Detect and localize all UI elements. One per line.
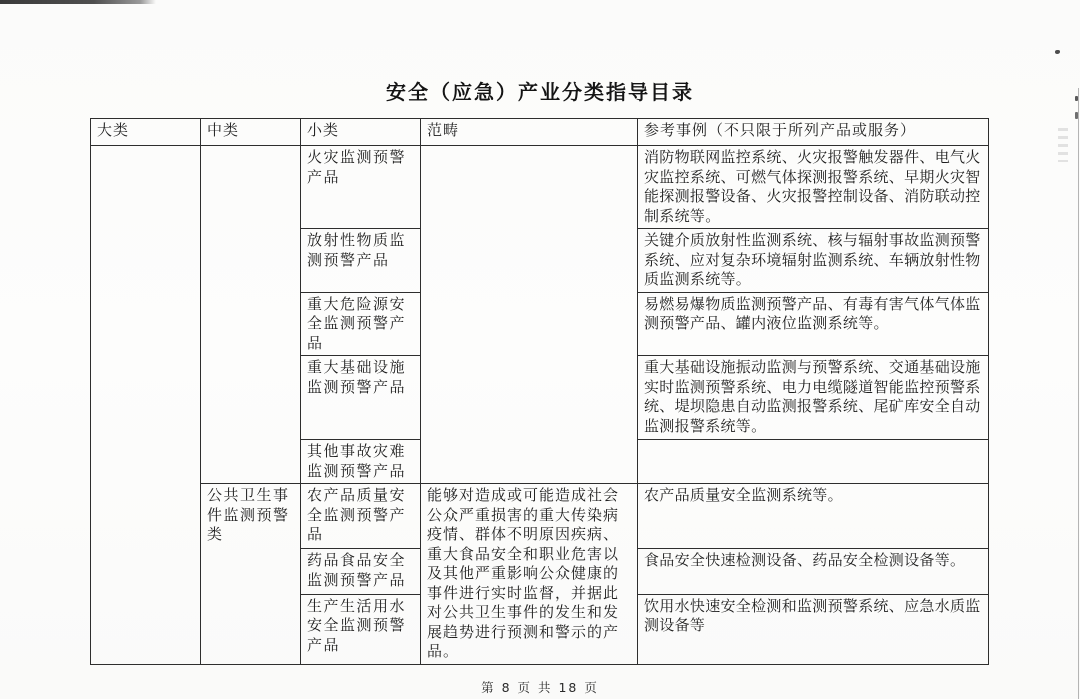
cell-subcategory: 火灾监测预警产品 [301, 146, 421, 229]
cell-subcategory: 放射性物质监测预警产品 [301, 229, 421, 293]
scan-artifact-smudge [1058, 128, 1068, 162]
cell-subcategory: 药品食品安全监测预警产品 [301, 549, 421, 594]
cell-examples: 消防物联网监控系统、火灾报警触发器件、电气火灾监控系统、可燃气体探测报警系统、早期火灾智能探测报警设备、火灾报警控制设备、消防联动控制系统等。 [638, 146, 989, 229]
cell-subcategory: 其他事故灾难监测预警产品 [301, 440, 421, 484]
cell-examples: 食品安全快速检测设备、药品安全检测设备等。 [638, 549, 989, 594]
cell-examples: 饮用水快速安全检测和监测预警系统、应急水质监测设备等 [638, 594, 989, 664]
cell-examples [638, 440, 989, 484]
header-middle-category: 中类 [201, 119, 301, 146]
cell-middle-category: 公共卫生事件监测预警类 [201, 484, 301, 665]
cell-major-category [91, 146, 201, 665]
scan-artifact-speck [1055, 50, 1060, 54]
cell-subcategory: 农产品质量安全监测预警产品 [301, 484, 421, 549]
table-row [91, 146, 989, 229]
header-sub-category: 小类 [301, 119, 421, 146]
classification-table [90, 118, 989, 665]
cell-scope [421, 146, 638, 484]
cell-scope: 能够对造成或可能造成社会公众严重损害的重大传染病疫情、群体不明原因疾病、重大食品安全和职业危害以及其他严重影响公众健康的事件进行实时监督，并据此对公共卫生事件的发生和发展趋势进行预测和警示的产品。 [421, 484, 638, 665]
cell-examples: 关键介质放射性监测系统、核与辐射事故监测预警系统、应对复杂环境辐射监测系统、车辆放射性物质监测系统等。 [638, 229, 989, 293]
table-row [91, 484, 989, 549]
page-number: 第 8 页 共 18 页 [481, 680, 599, 695]
header-major-category: 大类 [91, 119, 201, 146]
scan-artifact-top-bar [0, 0, 156, 4]
scan-artifact-right-line [1078, 88, 1079, 699]
cell-examples: 农产品质量安全监测系统等。 [638, 484, 989, 549]
header-examples: 参考事例（不只限于所列产品或服务） [638, 119, 989, 146]
table-header-row [91, 119, 989, 146]
cell-subcategory: 生产生活用水安全监测预警产品 [301, 594, 421, 664]
cell-examples: 易燃易爆物质监测预警产品、有毒有害气体气体监测预警产品、罐内液位监测系统等。 [638, 292, 989, 356]
cell-examples: 重大基础设施振动监测与预警系统、交通基础设施实时监测预警系统、电力电缆隧道智能监控预警系统、堤坝隐患自动监测报警系统、尾矿库安全自动监测报警系统等。 [638, 356, 989, 440]
cell-subcategory: 重大基础设施监测预警产品 [301, 356, 421, 440]
scan-artifact-speck [1075, 112, 1078, 119]
cell-subcategory: 重大危险源安全监测预警产品 [301, 292, 421, 356]
cell-middle-category [201, 146, 301, 484]
document-title: 安全（应急）产业分类指导目录 [386, 80, 694, 104]
header-scope: 范畴 [421, 119, 638, 146]
